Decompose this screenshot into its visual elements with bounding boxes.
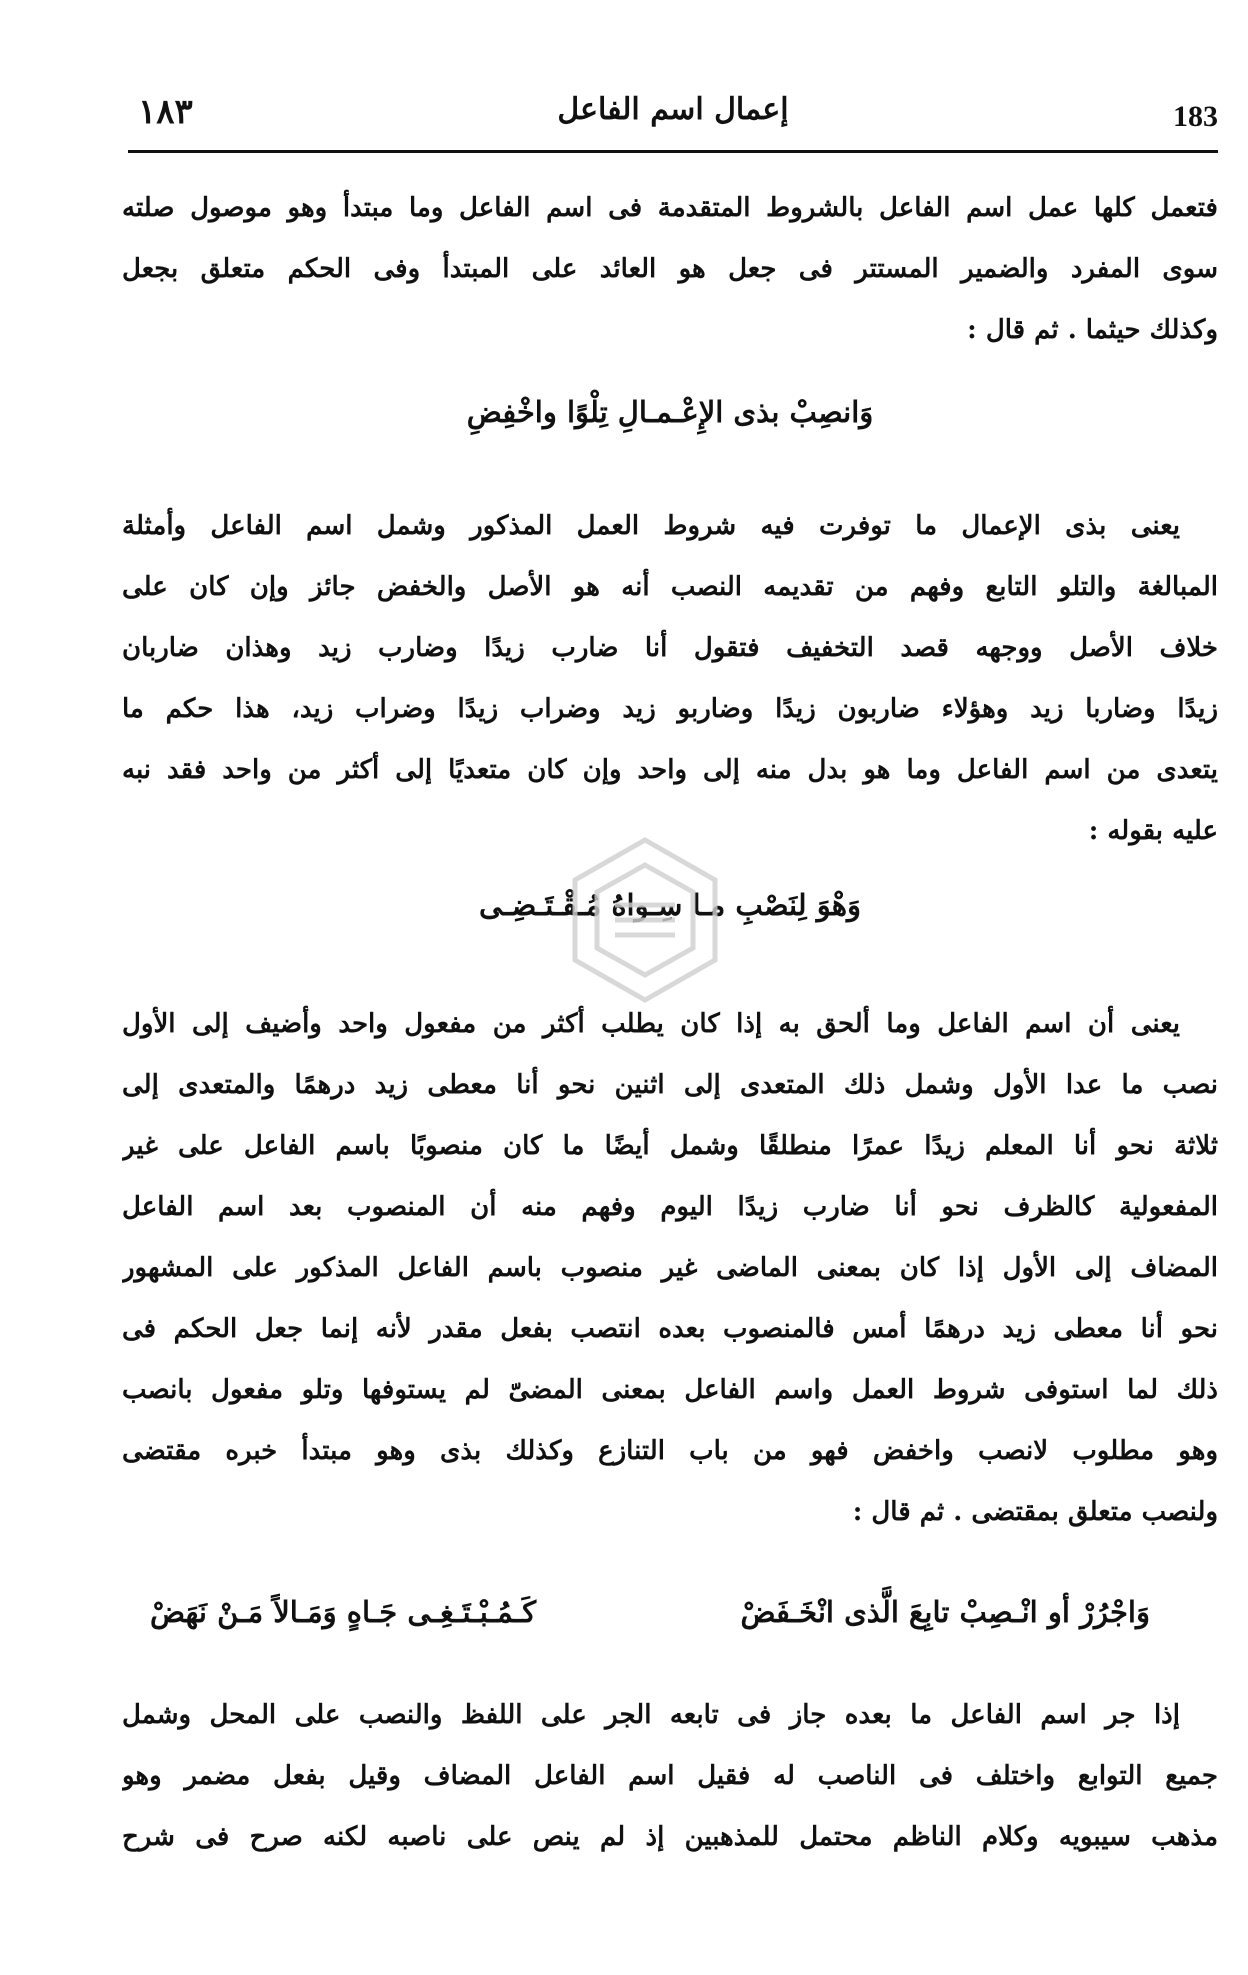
verse-1: وَانصِبْ بذى الإِعْـمـالِ تِلْوًا واخْفِضِ (466, 395, 874, 429)
running-title: إعمال اسم الفاعل (557, 92, 789, 127)
text-line: خلاف الأصل ووجهه قصد التخفيف فتقول أنا ضارب زيدًا وضارب زيد وهذان ضاربان (122, 633, 1218, 663)
page-header (128, 92, 1218, 152)
text-line: نحو أنا معطى زيد درهمًا أمس فالمنصوب بعده انتصب بفعل مقدر لأنه إنما جعل الحكم فى (122, 1314, 1218, 1344)
text-line: ذلك لما استوفى شروط العمل واسم الفاعل بمعنى المضىّ لم يستوفها وتلو مفعول بانصب (122, 1375, 1218, 1405)
page-number-latin: 183 (1173, 100, 1218, 133)
header-rule (128, 150, 1218, 153)
text-line: ثلاثة نحو أنا المعلم زيدًا عمرًا منطلقًا وشمل أيضًا ما كان منصوبًا باسم الفاعل على غير (122, 1131, 1218, 1161)
text-line: عليه بقوله : (1088, 816, 1218, 846)
text-line: المبالغة والتلو التابع وفهم من تقديمه النصب أنه هو الأصل والخفض جائز وإن كان على (122, 572, 1218, 602)
paragraph-3 (122, 994, 1218, 1543)
text-line: يعنى بذى الإعمال ما توفرت فيه شروط العمل المذكور وشمل اسم الفاعل وأمثلة (122, 511, 1180, 541)
text-line: جميع التوابع واختلف فى الناصب له فقيل اسم الفاعل المضاف وقيل بفعل مضمر وهو (122, 1761, 1218, 1791)
library-watermark-logo (545, 820, 745, 1020)
text-line: إذا جر اسم الفاعل ما بعده جاز فى تابعه الجر على اللفظ والنصب على المحل وشمل (122, 1700, 1180, 1730)
paragraph-4 (122, 1685, 1218, 1868)
text-line: سوى المفرد والضمير المستتر فى جعل هو العائد على المبتدأ وفى الحكم متعلق بجعل (122, 254, 1218, 284)
text-line: نصب ما عدا الأول وشمل ذلك المتعدى إلى اثنين نحو أنا معطى زيد درهمًا والمتعدى إلى (122, 1070, 1218, 1100)
verse-3-second-hemistich: كَـمُـبْـتَـغِـى جَـاهٍ وَمَـالاً مَـنْ نَهَضْ (150, 1595, 537, 1629)
text-line: فتعمل كلها عمل اسم الفاعل بالشروط المتقدمة فى اسم الفاعل وما مبتدأ وهو موصول صلته (122, 193, 1218, 223)
paragraph-2 (122, 496, 1218, 862)
text-line: المفعولية كالظرف نحو أنا ضارب زيدًا اليوم وفهم منه أن المنصوب بعد اسم الفاعل (122, 1192, 1218, 1222)
verse-3-first-hemistich: وَاجْرُرْ أو انْـصِبْ تابِعَ الَّذى انْخَـفَضْ (740, 1595, 1150, 1629)
page-number-arabic: ١٨٣ (138, 92, 193, 132)
text-line: ولنصب متعلق بمقتضى . ثم قال : (852, 1497, 1218, 1527)
text-line: وهو مطلوب لانصب واخفض فهو من باب التنازع وكذلك بذى وهو مبتدأ خبره مقتضى (122, 1436, 1218, 1466)
text-line: يتعدى من اسم الفاعل وما هو بدل منه إلى واحد وإن كان متعديًا إلى أكثر من واحد فقد نبه (122, 755, 1218, 785)
paragraph-1 (122, 178, 1218, 361)
text-line: وكذلك حيثما . ثم قال : (967, 315, 1218, 345)
text-line: مذهب سيبويه وكلام الناظم محتمل للمذهبين إذ لم ينص على ناصبه لكنه صرح فى شرح (122, 1822, 1218, 1852)
verse-2: وَهْوَ لِنَصْبِ مـا سِـواهُ مُـقْـتَـضِـى (478, 888, 862, 922)
text-line: المضاف إلى الأول إذا كان بمعنى الماضى غير منصوب باسم الفاعل المذكور على المشهور (122, 1253, 1218, 1283)
text-line: زيدًا وضاربا زيد وهؤلاء ضاربون زيدًا وضاربو زيد وضراب زيدًا وضراب زيد، هذا حكم ما (122, 694, 1218, 724)
text-line: يعنى أن اسم الفاعل وما ألحق به إذا كان يطلب أكثر من مفعول واحد وأضيف إلى الأول (122, 1009, 1180, 1039)
